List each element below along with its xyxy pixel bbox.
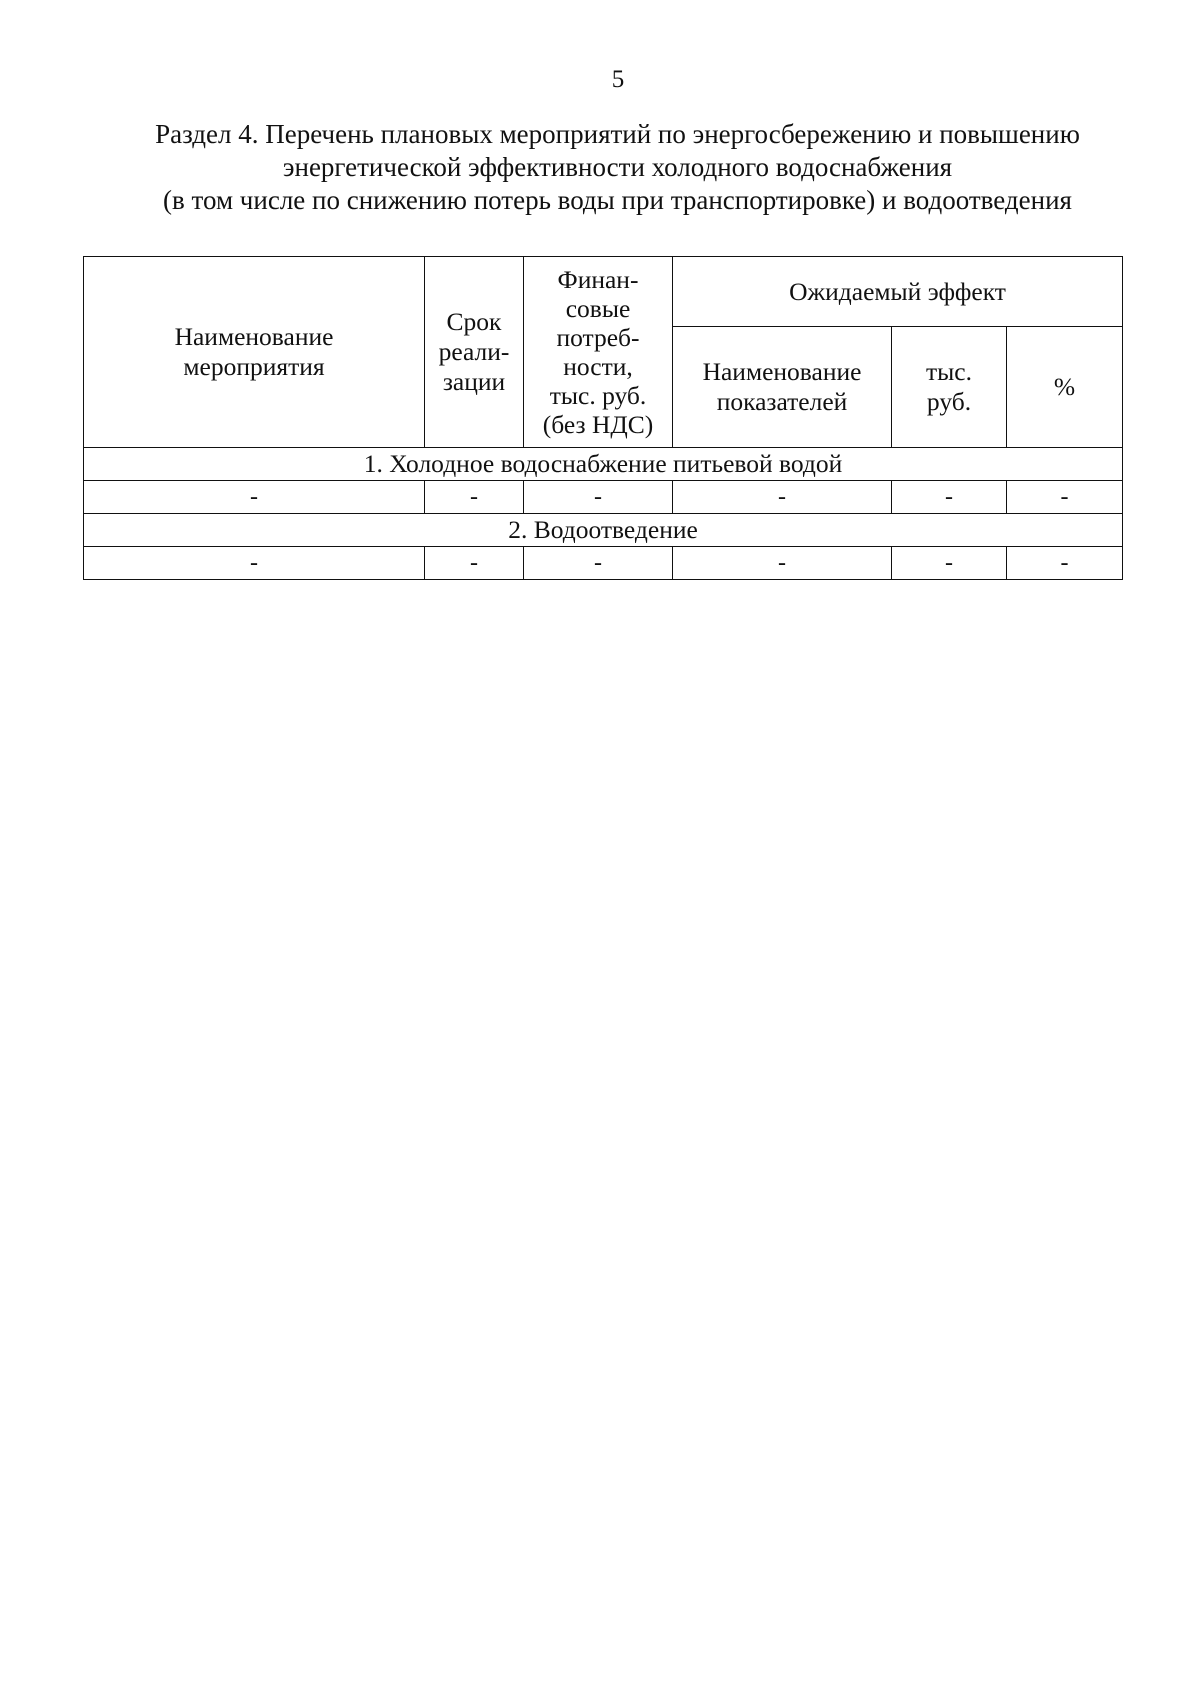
table-cell: - — [84, 481, 425, 514]
header-line: мероприятия — [183, 352, 325, 381]
section-title: 2. Водоотведение — [84, 514, 1123, 547]
table-cell: - — [892, 547, 1007, 580]
table-row — [84, 547, 1123, 580]
header-line: ности, — [563, 352, 633, 381]
header-thousand-rub — [892, 327, 1007, 448]
header-line: реали- — [438, 337, 510, 366]
heading-line-3: (в том числе по снижению потерь воды при транспортировке) и водоотведения — [163, 185, 1072, 215]
header-finance — [524, 257, 673, 448]
header-percent: % — [1007, 327, 1123, 448]
table-row — [84, 481, 1123, 514]
header-line: потреб- — [556, 323, 640, 352]
header-indicators — [673, 327, 892, 448]
heading-line-1: Раздел 4. Перечень плановых мероприятий по энергосбережению и повышению — [155, 119, 1080, 149]
header-line: тыс. руб. — [549, 381, 647, 410]
header-line: Наименование — [174, 322, 334, 351]
section-heading — [60, 118, 1175, 217]
header-line: Срок — [446, 307, 502, 336]
header-expected-effect: Ожидаемый эффект — [673, 257, 1123, 327]
header-measure-name — [84, 257, 425, 448]
table-cell: - — [425, 547, 524, 580]
section-title: 1. Холодное водоснабжение питьевой водой — [84, 448, 1123, 481]
header-line: совые — [565, 294, 631, 323]
header-line: зации — [442, 367, 506, 396]
table-cell: - — [84, 547, 425, 580]
table-cell: - — [892, 481, 1007, 514]
header-term — [425, 257, 524, 448]
header-line: Наименование — [702, 357, 862, 386]
header-line: показателей — [716, 387, 848, 416]
header-line: руб. — [926, 387, 972, 416]
header-line: (без НДС) — [542, 410, 654, 439]
table-cell: - — [524, 547, 673, 580]
measures-table — [83, 256, 1123, 580]
table-cell: - — [673, 547, 892, 580]
table-cell: - — [425, 481, 524, 514]
table-cell: - — [1007, 547, 1123, 580]
section-row — [84, 448, 1123, 481]
table-header-row — [84, 257, 1123, 327]
header-line: тыс. — [926, 357, 972, 386]
page-number: 5 — [611, 66, 625, 93]
table-cell: - — [1007, 481, 1123, 514]
section-row — [84, 514, 1123, 547]
header-line: Финан- — [557, 265, 639, 294]
heading-line-2: энергетической эффективности холодного водоснабжения — [282, 152, 953, 182]
table-cell: - — [524, 481, 673, 514]
table-cell: - — [673, 481, 892, 514]
